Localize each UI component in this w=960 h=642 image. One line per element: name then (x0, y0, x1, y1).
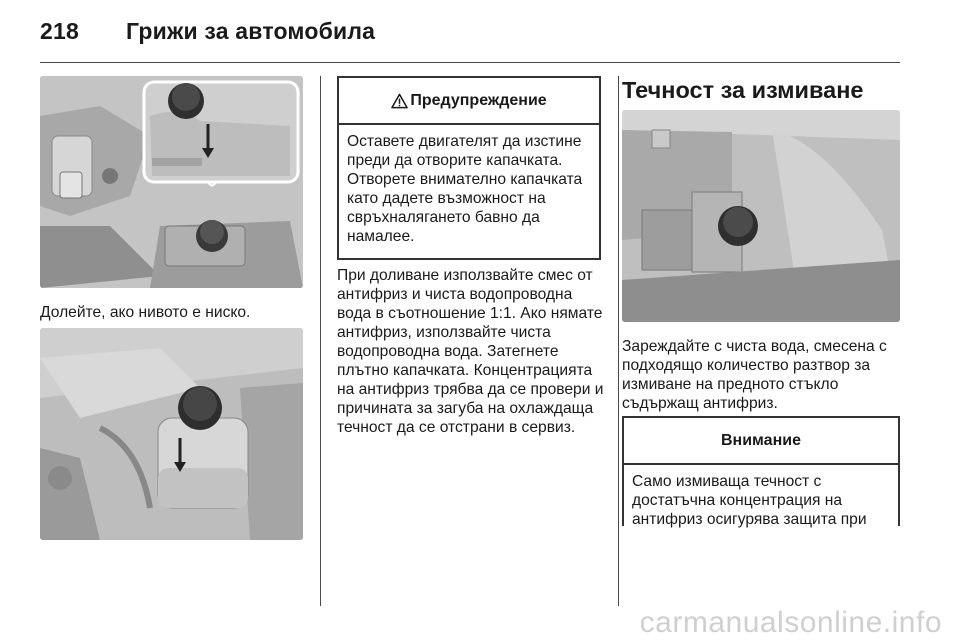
page-title: Грижи за автомобила (126, 18, 376, 44)
coolant-instructions: При доливане използвайте смес от антифриз и чиста водопроводна вода в съотношение 1:1. Ако нямате антифриз, използвайте чиста водопроводна вода. Затегнете плътно капачката. Концентрацията на антифриз трябва да се провери и причината за загуба на охлаждаща течност да се отстрани в сервиз. (337, 267, 604, 436)
header-divider (40, 62, 900, 63)
washer-fluid-photo (622, 110, 900, 322)
reservoir-closeup-photo (40, 328, 303, 540)
fill-caption: Долейте, ако нивото е ниско. (40, 304, 251, 321)
caution-box-title: Внимание (721, 431, 801, 449)
column-divider-left (320, 76, 321, 606)
warning-box-header (339, 78, 599, 125)
column-divider-right (618, 76, 619, 606)
washer-fluid-instructions: Зареждайте с чиста вода, смесена с подходящо количество разтвор за измиване на предното стъкло съдържащ антифриз. (622, 338, 887, 412)
watermark: carmanualsonline.info (639, 606, 942, 639)
page-number: 218 (40, 18, 79, 44)
warning-box-title: Предупреждение (410, 91, 547, 109)
section-title-washer-fluid: Течност за измиване (622, 77, 864, 103)
warning-box-text: Оставете двигателят да изстине преди да отворите капачката. Отворете внимателно капачката като дадете възможност на свръхналягането бавно да намалее. (347, 133, 583, 245)
page-header (40, 18, 375, 45)
warning-triangle-icon (391, 93, 408, 109)
caution-box-header (624, 418, 898, 465)
caution-box-text: Само измиваща течност с достатъчна концентрация на антифриз осигурява защита при (632, 473, 867, 528)
caution-box (622, 416, 900, 526)
warning-box (337, 76, 601, 260)
coolant-reservoir-photo (40, 76, 303, 288)
